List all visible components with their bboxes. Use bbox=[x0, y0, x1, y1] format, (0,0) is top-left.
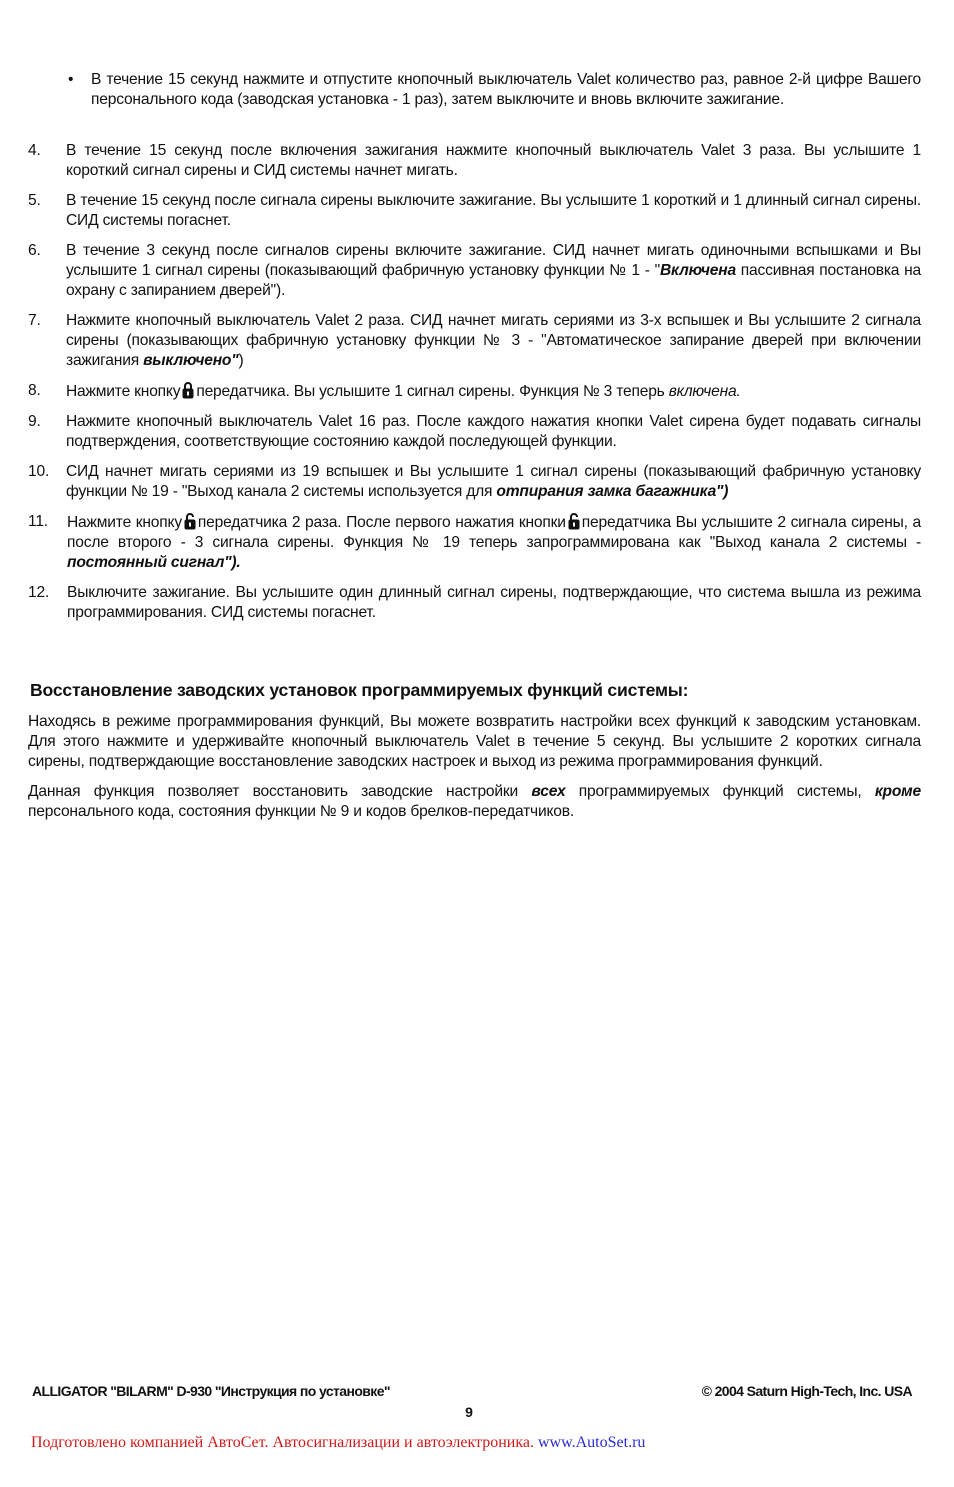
emphasis: всех bbox=[531, 783, 566, 800]
step-4 bbox=[28, 141, 921, 181]
footer-title: ALLIGATOR "BILARM" D-930 "Инструкция по установке" bbox=[32, 1383, 390, 1399]
step-text-part: передатчика 2 раза. После первого нажатия кнопки bbox=[197, 514, 566, 531]
step-9 bbox=[28, 412, 921, 452]
padlock-open-icon bbox=[184, 512, 196, 530]
padlock-icon bbox=[182, 381, 194, 399]
footer-copyright: © 2004 Saturn High-Tech, Inc. USA bbox=[701, 1383, 912, 1399]
step-text-part: пассивная постановка на охрану с запиранием дверей"). bbox=[66, 262, 921, 299]
step-text: Выключите зажигание. Вы услышите один длинный сигнал сирены, подтверждающие, что система вышла из режима программирования. СИД системы погаснет. bbox=[67, 584, 921, 621]
step-text-part: СИД начнет мигать сериями из 19 вспышек и Вы услышите 1 сигнал сирены (показывающий фабричную установку функции № 19 - "Выход канала 2 системы используется для bbox=[66, 463, 921, 500]
step-text-part: Нажмите кнопочный выключатель Valet 2 раза. СИД начнет мигать сериями из 3-х вспышек и Вы услышите 2 сигнала сирены (показывающих фабричную установку функции № 3 - "Автоматическое запирание дверей при включении зажигания bbox=[66, 312, 921, 369]
factory-reset-section bbox=[28, 679, 921, 832]
step-8 bbox=[28, 381, 921, 402]
step-number: 9. bbox=[28, 413, 41, 430]
step-text-part: Нажмите кнопку bbox=[66, 383, 181, 400]
credit-link[interactable]: www.AutoSet.ru bbox=[538, 1434, 646, 1451]
emphasis: отпирания замка багажника") bbox=[496, 483, 729, 500]
section-paragraph: Находясь в режиме программирования функций, Вы можете возвратить настройки всех функций к заводским установкам. Для этого нажмите и удерживайте кнопочный выключатель Valet в течение 5 секунд. Вы услышите 2 коротких сигнала сирены, подтверждающие восстановление заводских настроек и выход из режима программирования функций. bbox=[28, 713, 921, 770]
padlock-open-icon bbox=[568, 512, 580, 530]
paragraph-part: персонального кода, состояния функции № 9 и кодов брелков-передатчиков. bbox=[28, 803, 574, 820]
paragraph-part: Данная функция позволяет восстановить заводские настройки bbox=[28, 783, 532, 800]
emphasis: постоянный сигнал"). bbox=[67, 554, 241, 571]
credit-text: Подготовлено компанией АвтоСет. Автосигнализации и автоэлектроника. bbox=[31, 1434, 538, 1451]
step-text bbox=[67, 512, 921, 573]
credit-line bbox=[31, 1434, 645, 1452]
step-text bbox=[66, 241, 921, 301]
section-paragraph bbox=[28, 782, 921, 822]
step-text: В течение 15 секунд после сигнала сирены выключите зажигание. Вы услышите 1 короткий и 1 длинный сигнал сирены. СИД системы погаснет. bbox=[66, 192, 921, 229]
paragraph-part: программируемых функций системы, bbox=[565, 783, 875, 800]
step-number: 10. bbox=[28, 463, 50, 480]
step-text: В течение 15 секунд после включения зажигания нажмите кнопочный выключатель Valet 3 раза. Вы услышите 1 короткий сигнал сирены и СИД системы начнет мигать. bbox=[66, 142, 921, 179]
emphasis: выключено" bbox=[143, 352, 239, 369]
step-text: Нажмите кнопочный выключатель Valet 16 раз. После каждого нажатия кнопки Valet сирена будет подавать сигналы подтверждения, соответствующие состоянию каждой последующей функции. bbox=[66, 413, 921, 450]
step-6 bbox=[28, 241, 921, 301]
step-10 bbox=[28, 462, 921, 502]
step-text bbox=[66, 381, 921, 402]
emphasis: кроме bbox=[874, 783, 921, 800]
step-number: 12. bbox=[28, 584, 50, 601]
step-5 bbox=[28, 191, 921, 231]
step-number: 4. bbox=[28, 142, 41, 159]
step-number: 8. bbox=[28, 382, 41, 399]
page-number: 9 bbox=[465, 1404, 473, 1420]
step-7 bbox=[28, 311, 921, 371]
emphasis: включена. bbox=[668, 383, 741, 400]
step-number: 11. bbox=[28, 513, 48, 530]
step-text bbox=[66, 311, 921, 371]
step-text-part: передатчика Вы услышите 2 сигнала сирены, а после второго - 3 сигнала сирены. Функция № 19 теперь запрограммирована как "Выход канала 2 системы - bbox=[67, 514, 921, 551]
step-text-part: ) bbox=[238, 352, 244, 369]
step-number: 6. bbox=[28, 242, 41, 259]
step-text bbox=[66, 462, 921, 502]
steps-list bbox=[28, 141, 921, 633]
step-number: 7. bbox=[28, 312, 41, 329]
step-11 bbox=[28, 512, 921, 573]
step-text-part: передатчика. Вы услышите 1 сигнал сирены. Функция № 3 теперь bbox=[196, 383, 669, 400]
bullet-step-text: В течение 15 секунд нажмите и отпустите кнопочный выключатель Valet количество раз, равное 2-й цифре Вашего персонального кода (заводская установка - 1 раз), затем выключите и вновь включите зажигание. bbox=[91, 71, 921, 108]
step-text-part: В течение 3 секунд после сигналов сирены включите зажигание. СИД начнет мигать одиночными вспышками и Вы услышите 1 сигнал сирены (показывающий фабричную установку функции № 1 - " bbox=[66, 242, 921, 279]
step-text-part: Нажмите кнопку bbox=[67, 514, 182, 531]
bullet-step bbox=[68, 70, 921, 110]
step-12 bbox=[28, 583, 921, 623]
bullet-mark: • bbox=[68, 71, 74, 88]
emphasis: Включена bbox=[659, 262, 736, 279]
section-heading: Восстановление заводских установок программируемых функций системы: bbox=[30, 680, 689, 700]
step-number: 5. bbox=[28, 192, 41, 209]
